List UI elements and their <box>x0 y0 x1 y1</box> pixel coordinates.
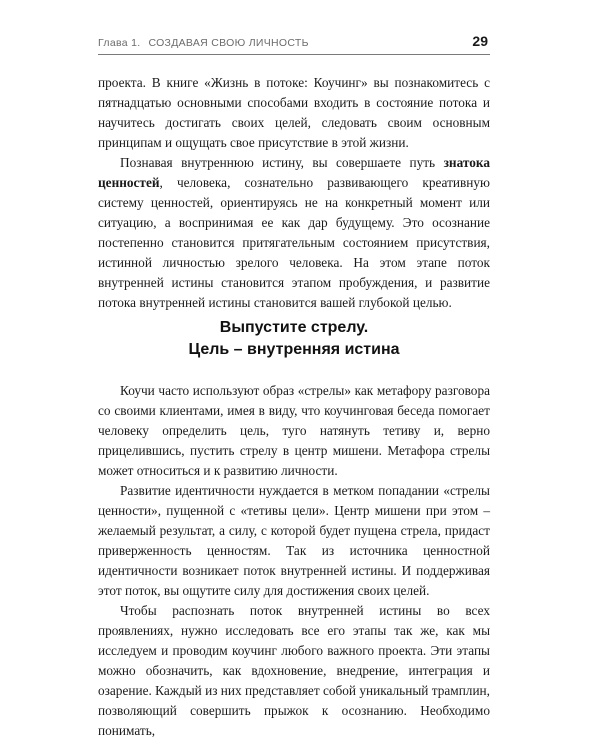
chapter-header <box>98 37 309 49</box>
page-number: 29 <box>472 33 488 49</box>
text-block-top <box>98 73 490 313</box>
paragraph: Коучи часто используют образ «стрелы» как метафору разговора со своими клиентами, имея в виду, что коучинговая беседа помогает человеку определить цель, туго натянуть тетиву и, верно прицелившись, пустить стрелу в центр мишени. Метафора стрелы может относиться и к развитию личности. <box>98 383 490 478</box>
section-heading-line-2: Цель – внутренняя истина <box>188 341 400 358</box>
bold-term: знатока ценностей <box>98 155 490 190</box>
paragraph-text: , человека, сознательно развивающего креативную систему ценностей, ориентируясь не на конкретный момент или ситуацию, а воспринимая ее как дар будущему. Это осознание постепенно становится притягательным состоянием присутствия, истинной личностью зрелого человека. На этом этапе поток внутренней истины становится этапом пробуждения, и развитие потока внутренней истины становится вашей глубокой целью. <box>98 175 490 310</box>
paragraph: проекта. В книге «Жизнь в потоке: Коучинг» вы познакомитесь с пятнадцатью основными способами входить в состояние потока и научитесь достигать своих целей, следовать своим основным принципам и ощущать свое присутствие в этой жизни. <box>98 75 490 150</box>
paragraph: Развитие идентичности нуждается в метком попадании «стрелы ценности», пущенной с «тетивы цели». Центр мишени при этом – желаемый результат, а силу, с которой будет пущена стрела, придаст приверженность ценностям. Так из источника ценностной идентичности возникает поток внутренней истины. И поддерживая этот поток, вы ощутите силу для достижения своих целей. <box>98 483 490 598</box>
running-header <box>98 32 490 55</box>
paragraph: Чтобы распознать поток внутренней истины во всех проявлениях, нужно исследовать все его этапы так же, как мы исследуем и проводим коучинг любого важного проекта. Эти этапы можно обозначить, как вдохновение, внедрение, интеграция и озарение. Каждый из них представляет собой уникальный трамплин, позволяющий совершить прыжок к осознанию. Необходимо понимать, <box>98 603 490 738</box>
section-heading-line-1: Выпустите стрелу. <box>219 319 369 336</box>
chapter-label: Глава 1. <box>98 37 141 49</box>
paragraph-text: Познавая внутреннюю истину, вы совершаете путь <box>120 155 444 170</box>
chapter-title: СОЗДАВАЯ СВОЮ ЛИЧНОСТЬ <box>148 37 309 49</box>
text-block-bottom <box>98 381 490 741</box>
paragraph <box>98 153 490 313</box>
section-heading <box>98 317 490 361</box>
